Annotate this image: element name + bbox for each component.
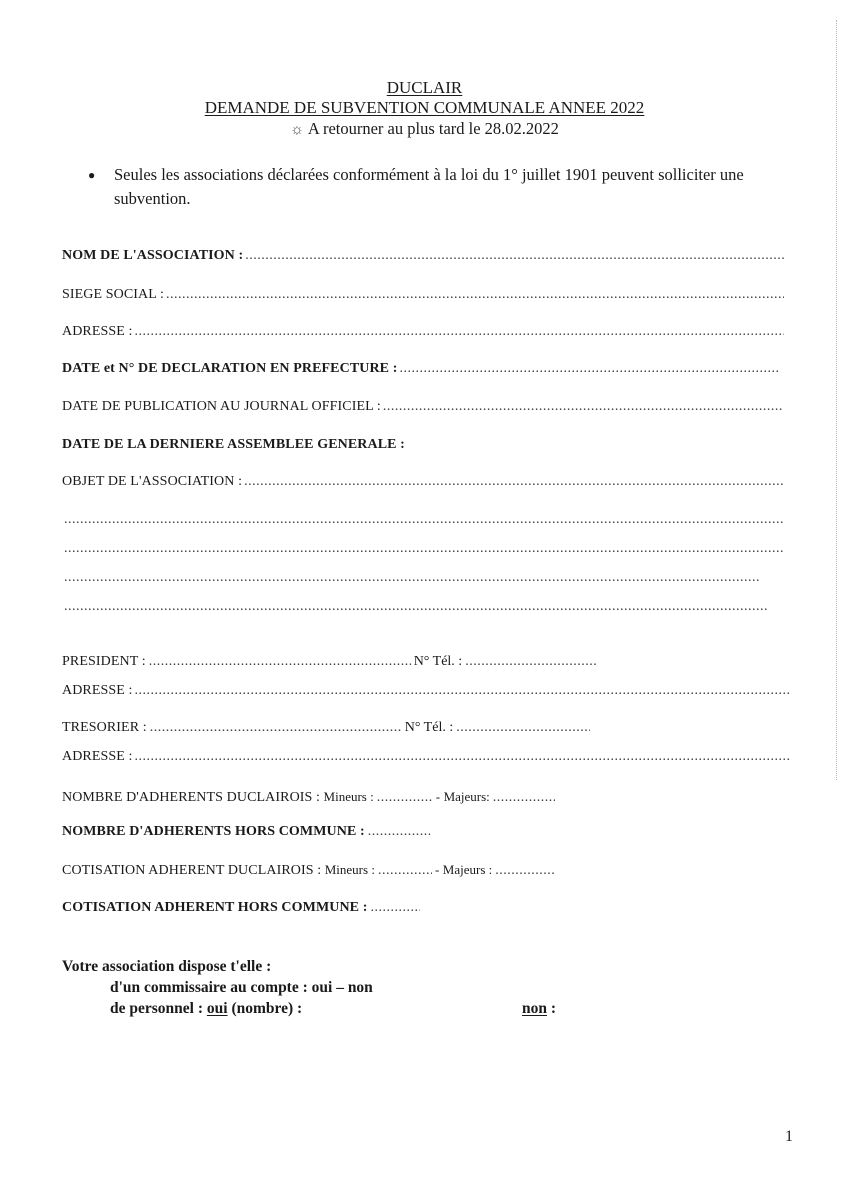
- fill-line: [135, 683, 790, 699]
- president-label: PRESIDENT :: [62, 654, 146, 669]
- fill-line: [166, 287, 784, 303]
- fill-line: [244, 474, 784, 490]
- president-field[interactable]: [62, 654, 600, 670]
- prefecture-declaration-field[interactable]: [62, 361, 780, 377]
- town-title: [0, 78, 849, 98]
- fee-outside-label: COTISATION ADHERENT HORS COMMUNE :: [62, 900, 368, 915]
- purpose-line-3[interactable]: [62, 541, 784, 557]
- fee-minors-label: Mineurs :: [324, 862, 375, 877]
- separator: -: [435, 789, 441, 804]
- form-title: [0, 98, 849, 118]
- members-duclair-field[interactable]: [62, 789, 558, 806]
- treasurer-address-field[interactable]: [62, 749, 790, 765]
- fee-duclair-label: COTISATION ADHERENT DUCLAIROIS :: [62, 863, 322, 878]
- staff-no-group[interactable]: [522, 1000, 556, 1018]
- address-field[interactable]: [62, 324, 784, 340]
- journal-publication-label: DATE DE PUBLICATION AU JOURNAL OFFICIEL :: [62, 399, 381, 414]
- fill-line: [149, 654, 411, 670]
- association-name-label: NOM DE L'ASSOCIATION :: [62, 248, 244, 263]
- treasurer-field[interactable]: [62, 720, 593, 736]
- president-address-label: ADRESSE :: [62, 683, 133, 698]
- fill-line: [377, 790, 433, 806]
- association-name-field[interactable]: [62, 248, 784, 264]
- president-phone-label: N° Tél. :: [413, 654, 463, 669]
- fill-line: [245, 248, 784, 264]
- fill-line: [64, 599, 768, 615]
- adults-label: Majeurs:: [443, 789, 490, 804]
- treasurer-label: TRESORIER :: [62, 720, 147, 735]
- fee-outside-field[interactable]: [62, 900, 423, 916]
- sun-icon: ☼: [290, 122, 304, 138]
- staff-count-label: (nombre) :: [231, 1000, 303, 1017]
- general-assembly-label: DATE DE LA DERNIERE ASSEMBLEE GENERALE :: [62, 437, 405, 452]
- purpose-line-4[interactable]: [62, 570, 760, 586]
- eligibility-note-text: Seules les associations déclarées conformément à la loi du 1° juillet 1901 peuvent solliciter une subvention.: [114, 165, 744, 208]
- head-office-field[interactable]: [62, 287, 784, 303]
- fill-line: [383, 399, 782, 415]
- president-address-field[interactable]: [62, 683, 790, 699]
- staff-question[interactable]: [110, 1000, 302, 1018]
- fill-line: [64, 541, 784, 557]
- purpose-line-5[interactable]: [62, 599, 768, 615]
- page-number: 1: [785, 1128, 793, 1145]
- auditor-question[interactable]: d'un commissaire au compte : oui – non: [110, 979, 373, 996]
- fill-line: [135, 749, 790, 765]
- prefecture-declaration-label: DATE et N° DE DECLARATION EN PREFECTURE :: [62, 361, 398, 376]
- fill-line: [378, 863, 432, 879]
- purpose-line-2[interactable]: [62, 512, 784, 528]
- fill-line: [135, 324, 784, 340]
- association-purpose-label: OBJET DE L'ASSOCIATION :: [62, 474, 243, 489]
- fill-line: [64, 570, 760, 586]
- general-assembly-field[interactable]: [62, 437, 405, 453]
- fill-line: [150, 720, 402, 736]
- staff-label: de personnel :: [110, 1000, 203, 1017]
- fee-adults-label: Majeurs :: [442, 862, 493, 877]
- fill-line: [495, 863, 555, 879]
- bullet-icon: ●: [88, 168, 96, 182]
- association-purpose-field[interactable]: [62, 474, 784, 490]
- fill-line: [493, 790, 555, 806]
- members-outside-field[interactable]: [62, 824, 433, 840]
- fill-line: [368, 824, 430, 840]
- head-office-label: SIEGE SOCIAL :: [62, 287, 164, 302]
- address-label: ADRESSE :: [62, 324, 133, 339]
- fill-line: [399, 361, 780, 377]
- form-title-text: DEMANDE DE SUBVENTION COMMUNALE ANNEE 2022: [204, 98, 645, 117]
- treasurer-phone-label: N° Tél. :: [404, 720, 454, 735]
- members-duclair-label: NOMBRE D'ADHERENTS DUCLAIROIS :: [62, 790, 321, 805]
- fill-line: [370, 900, 420, 916]
- staff-yes-option[interactable]: oui: [206, 1000, 228, 1017]
- staff-no-colon: :: [550, 1000, 557, 1017]
- town-name: DUCLAIR: [386, 78, 463, 97]
- deadline-text: A retourner au plus tard le 28.02.2022: [307, 119, 559, 138]
- fill-line: [465, 654, 597, 670]
- deadline-line: [0, 119, 849, 139]
- minors-label: Mineurs :: [323, 789, 374, 804]
- fill-line: [456, 720, 590, 736]
- question-intro: Votre association dispose t'elle :: [62, 958, 272, 975]
- journal-publication-field[interactable]: [62, 399, 782, 415]
- members-outside-label: NOMBRE D'ADHERENTS HORS COMMUNE :: [62, 824, 365, 839]
- fill-line: [64, 512, 784, 528]
- staff-no-option[interactable]: non: [522, 1000, 547, 1017]
- separator: -: [434, 862, 440, 877]
- fee-duclair-field[interactable]: [62, 862, 558, 879]
- treasurer-address-label: ADRESSE :: [62, 749, 133, 764]
